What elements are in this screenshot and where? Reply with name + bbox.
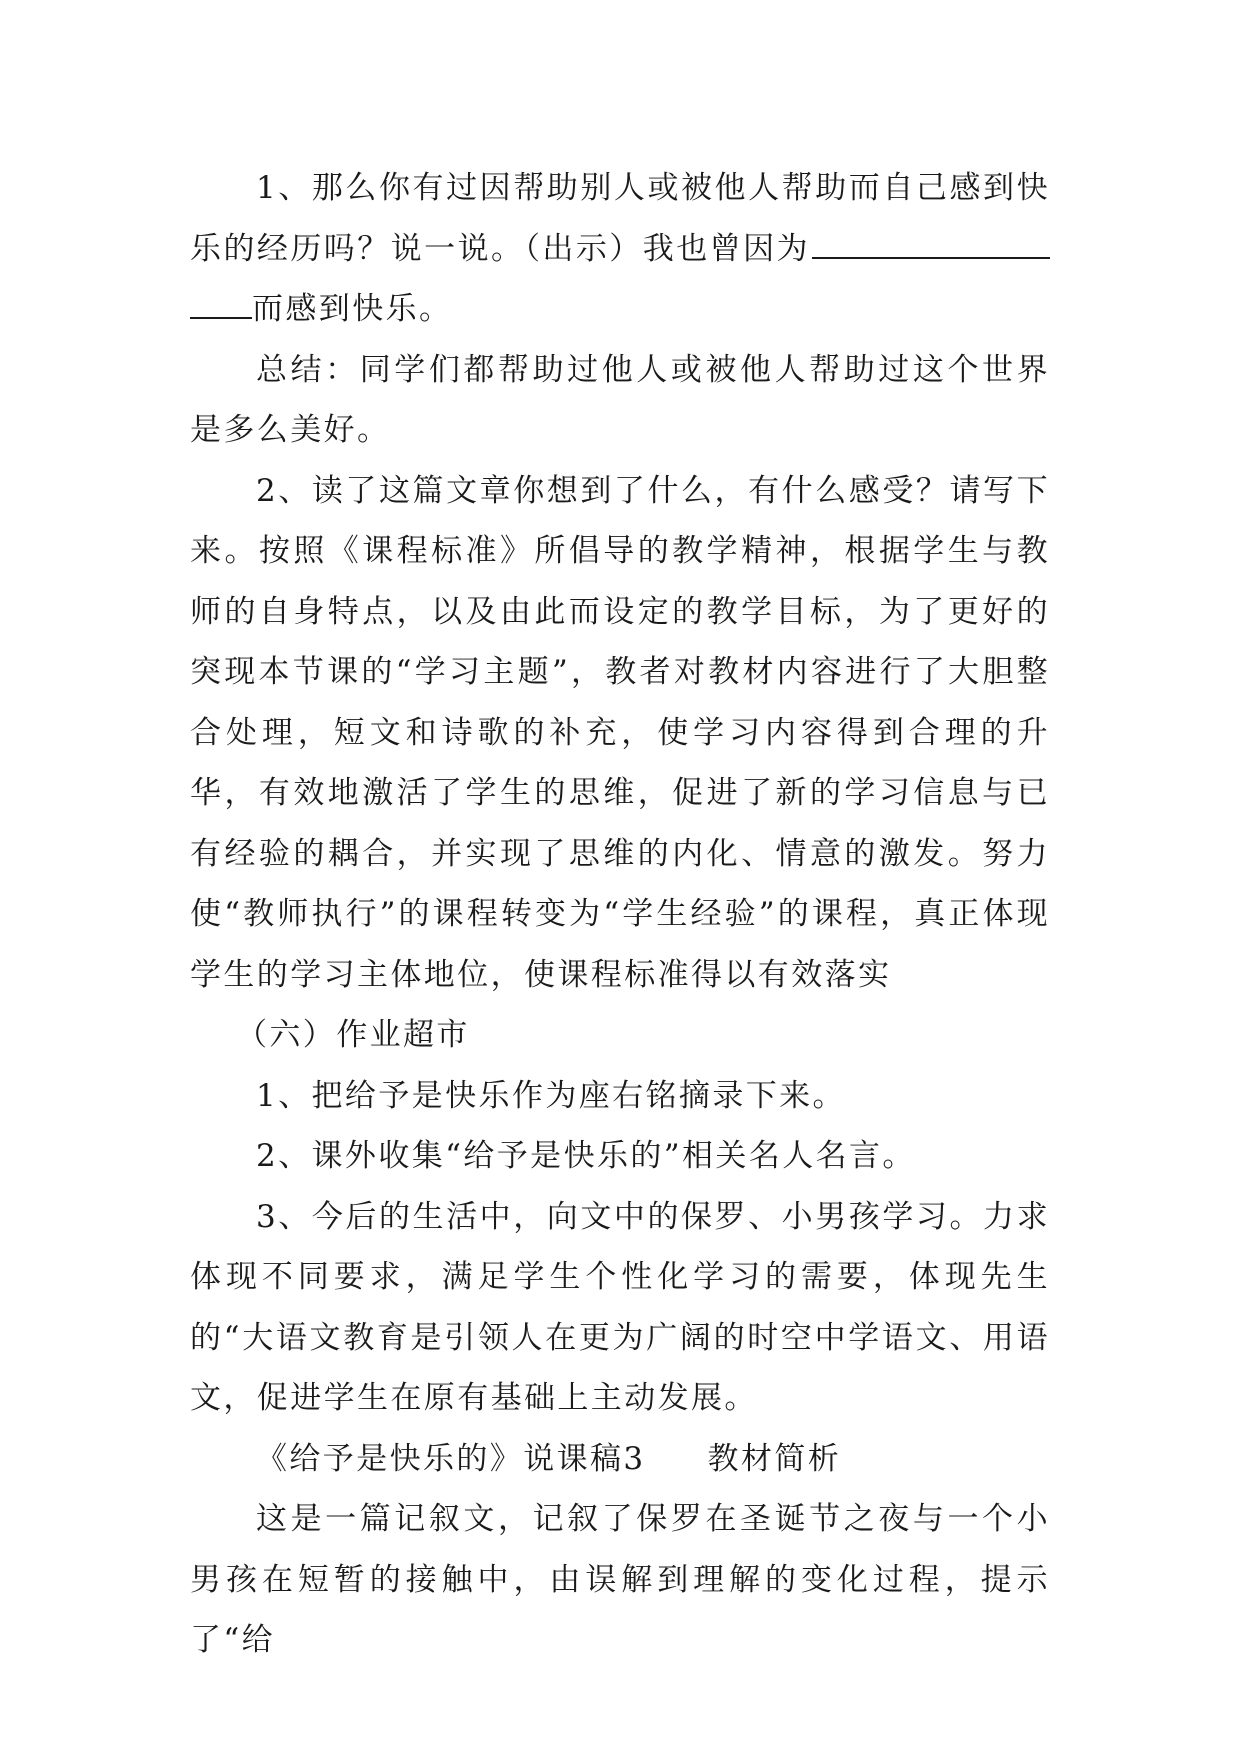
fill-in-blank-line-continued <box>190 291 252 319</box>
paragraph-reflection: 2、读了这篇文章你想到了什么，有什么感受？请写下来。按照《课程标准》所倡导的教学精神，根据学生与教师的自身特点，以及由此而设定的教学目标，为了更好的突现本节课的“学习主题”，教者对教材内容进行了大胆整合处理，短文和诗歌的补充，使学习内容得到合理的升华，有效地激活了学生的思维，促进了新的学习信息与已有经验的耦合，并实现了思维的内化、情意的激发。努力使“教师执行”的课程转变为“学生经验”的课程，真正体现学生的学习主体地位，使课程标准得以有效落实 <box>190 472 1050 993</box>
homework-item-2: 2、课外收集“给予是快乐的”相关名人名言。 <box>256 1138 916 1174</box>
heading-homework-market: （六）作业超市 <box>236 1017 470 1053</box>
paragraph-experience-question <box>190 158 1050 340</box>
section-subtitle-text: 教材简析 <box>707 1440 842 1477</box>
paragraph-text-analysis: 这是一篇记叙文，记叙了保罗在圣诞节之夜与一个小男孩在短暂的接触中，由误解到理解的变化过程，提示了“给 <box>190 1501 1050 1658</box>
paragraph-text-end: 而感到快乐。 <box>252 291 453 327</box>
document-page <box>190 158 1050 1671</box>
section-title-text: 《给予是快乐的》说课稿3 <box>256 1440 646 1477</box>
section-title-lecture-3 <box>190 1429 1050 1490</box>
paragraph-text: 1、那么你有过因帮助别人或被他人帮助而自己感到快乐的经历吗？说一说。（出示）我也曾因为 <box>190 170 1050 267</box>
homework-item-3: 3、今后的生活中，向文中的保罗、小男孩学习。力求体现不同要求，满足学生个性化学习的需要，体现先生的“大语文教育是引领人在更为广阔的时空中学语文、用语文，促进学生在原有基础上主动发展。 <box>190 1198 1050 1416</box>
fill-in-blank-line <box>812 231 1050 259</box>
paragraph-summary: 总结：同学们都帮助过他人或被他人帮助过这个世界是多么美好。 <box>190 351 1050 448</box>
homework-item-1: 1、把给予是快乐作为座右铭摘录下来。 <box>256 1077 846 1114</box>
